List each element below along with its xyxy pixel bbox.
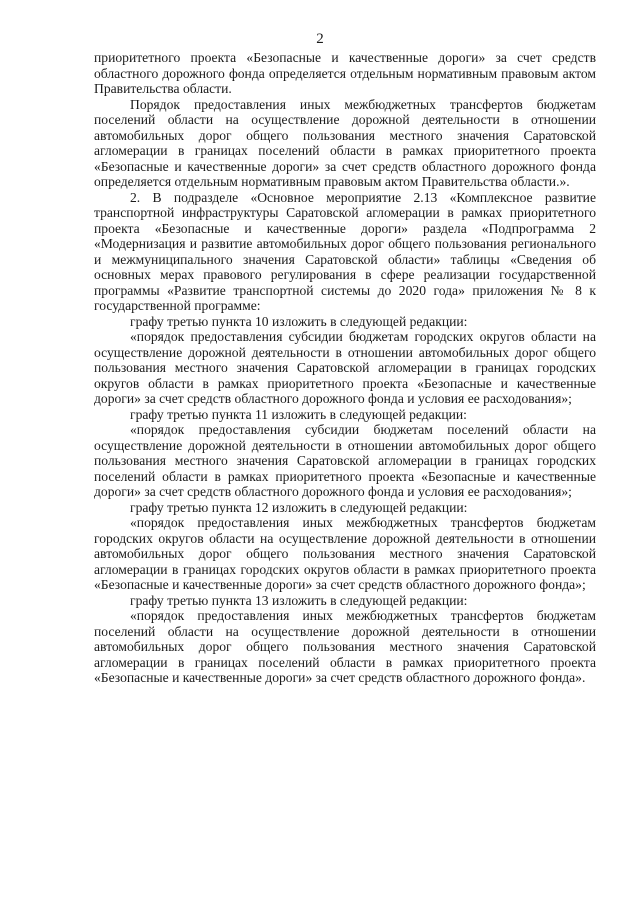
paragraph: Порядок предоставления иных межбюджетных трансфертов бюджетам поселений области на осуществление дорожной деятельности в отношении автомобильных дорог общего пользования местного значения Саратовской агломерации в границах поселений области в рамках приоритетного проекта «Безопасные и качественные дороги» за счет средств областного дорожного фонда определяется отдельным нормативным правовым актом Правительства области.». <box>94 96 596 189</box>
paragraph: 2. В подразделе «Основное мероприятие 2.13 «Комплексное развитие транспортной инфраструктуры Саратовской агломерации в рамках приоритетного проекта «Безопасные и качественные дороги» раздела «Подпрограмма 2 «Модернизация и развитие автомобильных дорог общего пользования регионального и межмуниципального значения Саратовской области» таблицы «Сведения об основных мерах правового регулирования в сфере реализации государственной программы «Развитие транспортной системы до 2020 года» приложения № 8 к государственной программе: <box>94 189 596 313</box>
paragraph: «порядок предоставления субсидии бюджетам городских округов области на осуществление дорожной деятельности в отношении автомобильных дорог общего пользования местного значения Саратовской агломерации в границах городских округов области в рамках приоритетного проекта «Безопасные и качественные дороги» за счет средств областного дорожного фонда и условия ее расходования»; <box>94 329 596 406</box>
paragraph: графу третью пункта 10 изложить в следующей редакции: <box>130 313 468 329</box>
page-number: 2 <box>316 31 324 47</box>
paragraph: графу третью пункта 12 изложить в следующей редакции: <box>130 499 468 515</box>
paragraph: приоритетного проекта «Безопасные и качественные дороги» за счет средств областного дорожного фонда определяется отдельным нормативным правовым актом Правительства области. <box>94 50 596 96</box>
paragraph: графу третью пункта 11 изложить в следующей редакции: <box>130 406 467 422</box>
paragraph: графу третью пункта 13 изложить в следующей редакции: <box>130 592 468 608</box>
paragraph: «порядок предоставления субсидии бюджетам поселений области на осуществление дорожной деятельности в отношении автомобильных дорог общего пользования местного значения Саратовской агломерации в границах городских поселений области в рамках приоритетного проекта «Безопасные и качественные дороги» за счет средств областного дорожного фонда и условия ее расходования»; <box>94 422 596 499</box>
document-body <box>94 50 596 686</box>
paragraph: «порядок предоставления иных межбюджетных трансфертов бюджетам городских округов области на осуществление дорожной деятельности в отношении автомобильных дорог общего пользования местного значения Саратовской агломерации в границах городских округов области в рамках приоритетного проекта «Безопасные и качественные дороги» за счет средств областного дорожного фонда»; <box>94 515 596 592</box>
paragraph: «порядок предоставления иных межбюджетных трансфертов бюджетам поселений области на осуществление дорожной деятельности в отношении автомобильных дорог общего пользования местного значения Саратовской агломерации в границах поселений области в рамках приоритетного проекта «Безопасные и качественные дороги» за счет средств областного дорожного фонда». <box>94 608 596 685</box>
